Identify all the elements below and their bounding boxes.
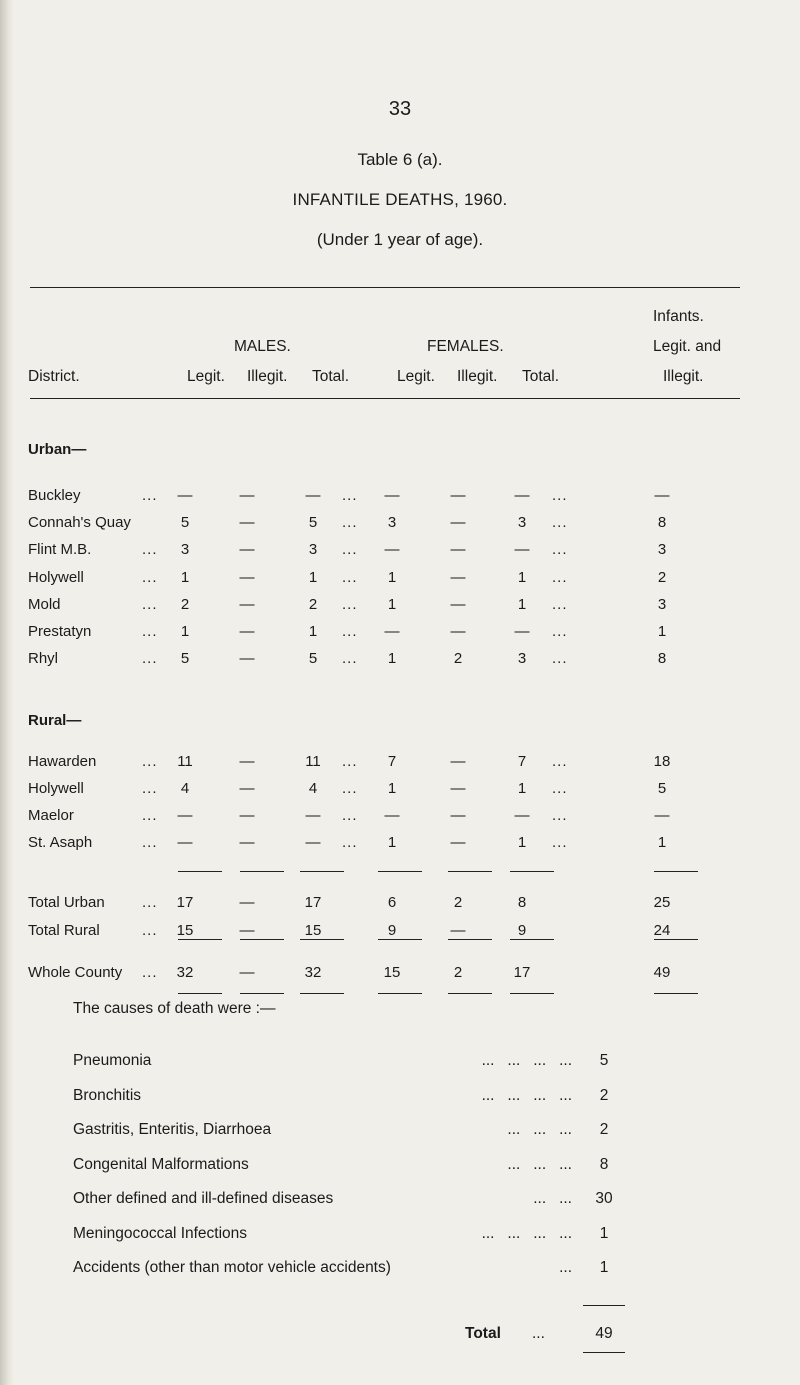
cell-f-legit: 1 (387, 595, 397, 613)
leader-dots: ... (142, 487, 158, 504)
cause-dots: ... (559, 1259, 572, 1276)
cell-infants: 24 (653, 922, 671, 939)
header-females: FEMALES. (427, 338, 504, 355)
district-name: Buckley (28, 487, 81, 504)
column-dots: ... (342, 541, 358, 559)
cell-infants: 25 (653, 894, 671, 911)
cell-m-total: 15 (304, 922, 322, 939)
cell-m-total: 11 (305, 753, 321, 770)
header-males-illegit: Illegit. (247, 368, 288, 385)
cell-f-illegit: 2 (453, 964, 463, 981)
cell-f-legit: 1 (387, 834, 397, 851)
column-dots: ... (552, 595, 568, 613)
column-dots: ... (342, 568, 358, 586)
cell-f-legit: — (384, 541, 400, 559)
column-dots: ... (342, 753, 358, 770)
column-dots: ... (552, 753, 568, 770)
cell-m-illegit: — (239, 650, 255, 668)
cell-f-total: 1 (517, 834, 527, 851)
cell-m-illegit: — (239, 541, 255, 559)
cell-infants: 8 (657, 650, 667, 668)
column-dots: ... (342, 595, 358, 613)
cell-m-illegit: — (239, 922, 255, 939)
rule-above-whole (654, 939, 698, 940)
cell-m-total: 2 (308, 595, 318, 613)
cell-m-total: — (305, 807, 321, 824)
cell-m-illegit: — (239, 514, 255, 532)
cell-m-illegit: — (239, 487, 255, 504)
column-dots: ... (552, 834, 568, 851)
causes-intro: The causes of death were :— (73, 1000, 276, 1017)
table-title: INFANTILE DEATHS, 1960. (292, 190, 508, 209)
district-name: Total Rural (28, 922, 100, 939)
cause-label: Bronchitis (73, 1086, 142, 1104)
cell-f-legit: 6 (387, 894, 397, 911)
cell-f-total: 3 (517, 650, 527, 668)
cell-m-total: — (305, 834, 321, 851)
rule-below-whole (510, 993, 554, 994)
cell-f-legit: 3 (387, 514, 397, 532)
cell-f-illegit: — (450, 541, 466, 559)
leader-dots: ... (142, 922, 158, 939)
district-name: Mold (28, 595, 61, 613)
cell-infants: 2 (657, 568, 667, 586)
cause-dots: ... ... ... ... (481, 1086, 572, 1104)
cell-m-total: 5 (308, 514, 318, 532)
leader-dots: ... (142, 780, 158, 797)
rule-below-whole (240, 993, 284, 994)
header-infants-line1: Infants. (653, 308, 704, 325)
cell-infants: — (654, 807, 670, 824)
cell-m-illegit: — (239, 753, 255, 770)
cause-value: 1 (599, 1224, 609, 1242)
cell-m-total: 3 (308, 541, 318, 559)
column-dots: ... (552, 487, 568, 504)
cell-f-legit: — (384, 623, 400, 640)
rule-below-whole (448, 993, 492, 994)
cell-infants: 8 (657, 514, 667, 532)
cell-m-illegit: — (239, 964, 255, 981)
leader-dots: ... (142, 568, 158, 586)
cause-dots: ... ... ... ... (481, 1224, 572, 1242)
table-label: Table 6 (a). (357, 150, 443, 169)
cell-m-illegit: — (239, 894, 255, 911)
header-infants-line2: Legit. and (653, 338, 722, 355)
causes-total-label: Total (465, 1325, 501, 1342)
cell-m-total: 5 (308, 650, 318, 668)
cell-f-total: — (514, 487, 530, 504)
district-name: Rhyl (28, 650, 59, 668)
cell-f-illegit: — (450, 922, 466, 939)
district-name: Hawarden (28, 753, 97, 770)
cell-f-total: 1 (517, 568, 527, 586)
district-name: Total Urban (28, 894, 105, 911)
cell-f-illegit: — (450, 780, 466, 797)
causes-total-value: 49 (595, 1325, 613, 1342)
column-dots: ... (552, 541, 568, 559)
rule-above-totals (654, 871, 698, 872)
cell-infants: 49 (653, 964, 671, 981)
cell-m-total: 32 (304, 964, 322, 981)
cell-m-legit: 1 (180, 568, 190, 586)
rule-above-whole (240, 939, 284, 940)
header-males-total: Total. (312, 368, 350, 385)
cell-f-illegit: — (450, 753, 466, 770)
cell-m-legit: — (177, 807, 193, 824)
header-males: MALES. (234, 338, 291, 355)
cell-m-illegit: — (239, 780, 255, 797)
cell-infants: 1 (657, 834, 667, 851)
column-dots: ... (552, 807, 568, 824)
cell-m-legit: — (177, 834, 193, 851)
rule-above-whole (510, 939, 554, 940)
district-name: Holywell (28, 568, 84, 586)
cell-f-total: 1 (517, 595, 527, 613)
leader-dots: ... (142, 807, 158, 824)
cell-m-legit: 15 (176, 922, 194, 939)
cell-m-legit: 4 (180, 780, 190, 797)
cause-label: Accidents (other than motor vehicle accidents) (73, 1259, 391, 1276)
causes-total-rule-top (583, 1305, 625, 1306)
table-subtitle: (Under 1 year of age). (316, 230, 484, 249)
cell-f-legit: 9 (387, 922, 397, 939)
cell-m-legit: — (177, 487, 193, 504)
cell-f-legit: 7 (387, 753, 397, 770)
cell-f-illegit: — (450, 807, 466, 824)
cell-f-total: — (514, 623, 530, 640)
column-dots: ... (552, 623, 568, 640)
column-dots: ... (552, 568, 568, 586)
column-dots: ... (342, 650, 358, 668)
header-district: District. (28, 368, 80, 385)
header-top-rule (30, 287, 740, 288)
rule-below-whole (654, 993, 698, 994)
column-dots: ... (342, 807, 358, 824)
rule-above-whole (300, 939, 344, 940)
section-rural-label: Rural— (28, 712, 82, 729)
causes-total-dots: ... (532, 1325, 545, 1342)
cell-m-legit: 3 (180, 541, 190, 559)
cell-infants: 5 (657, 780, 667, 797)
cell-m-legit: 1 (180, 623, 190, 640)
header-males-legit: Legit. (187, 368, 225, 385)
section-urban-label: Urban— (28, 441, 87, 458)
column-dots: ... (552, 780, 568, 797)
cell-m-illegit: — (239, 595, 255, 613)
cell-m-total: 1 (308, 623, 318, 640)
cause-label: Gastritis, Enteritis, Diarrhoea (73, 1121, 272, 1138)
rule-above-totals (178, 871, 222, 872)
rule-above-totals (448, 871, 492, 872)
cause-value: 2 (599, 1086, 609, 1104)
cell-f-total: 3 (517, 514, 527, 532)
header-bottom-rule (30, 398, 740, 399)
cell-m-legit: 11 (177, 753, 193, 770)
rule-above-whole (378, 939, 422, 940)
cell-infants: 3 (657, 541, 667, 559)
cell-f-total: — (514, 541, 530, 559)
cell-infants: 18 (653, 753, 671, 770)
cell-f-total: — (514, 807, 530, 824)
cell-m-illegit: — (239, 834, 255, 851)
cell-m-legit: 17 (176, 894, 194, 911)
rule-below-whole (378, 993, 422, 994)
cause-label: Meningococcal Infections (73, 1224, 248, 1242)
cause-value: 8 (599, 1155, 609, 1173)
leader-dots: ... (142, 650, 158, 668)
leader-dots: ... (142, 834, 158, 851)
leader-dots: ... (142, 541, 158, 559)
column-dots: ... (342, 487, 358, 504)
column-dots: ... (342, 834, 358, 851)
causes-total-rule-bottom (583, 1352, 625, 1353)
page-number: 33 (388, 98, 412, 120)
header-females-illegit: Illegit. (457, 368, 498, 385)
cell-m-total: 17 (304, 894, 322, 911)
cell-f-illegit: — (450, 487, 466, 504)
cause-value: 2 (599, 1121, 609, 1138)
leader-dots: ... (142, 753, 158, 770)
rule-below-whole (300, 993, 344, 994)
cell-m-legit: 5 (180, 514, 190, 532)
leader-dots: ... (142, 894, 158, 911)
leader-dots: ... (142, 623, 158, 640)
cause-label: Other defined and ill-defined diseases (73, 1190, 334, 1207)
district-name: Maelor (28, 807, 74, 824)
cell-m-legit: 2 (180, 595, 190, 613)
cell-f-illegit: — (450, 514, 466, 532)
cell-f-illegit: — (450, 595, 466, 613)
rule-above-totals (300, 871, 344, 872)
cell-f-total: 9 (517, 922, 527, 939)
rule-above-whole (178, 939, 222, 940)
district-name: Prestatyn (28, 623, 92, 640)
cell-f-total: 7 (517, 753, 527, 770)
column-dots: ... (552, 514, 568, 532)
cell-m-total: 4 (308, 780, 318, 797)
cause-label: Congenital Malformations (73, 1155, 249, 1173)
cell-infants: 1 (657, 623, 667, 640)
leader-dots: ... (142, 964, 158, 981)
column-dots: ... (342, 514, 358, 532)
cause-value: 30 (595, 1190, 613, 1207)
cell-f-total: 1 (517, 780, 527, 797)
cell-f-total: 17 (513, 964, 531, 981)
cause-value: 1 (599, 1259, 609, 1276)
header-infants-line3: Illegit. (663, 368, 704, 385)
cell-f-total: 8 (517, 894, 527, 911)
rule-above-totals (378, 871, 422, 872)
cell-m-total: — (305, 487, 321, 504)
column-dots: ... (552, 650, 568, 668)
cause-dots: ... ... ... (507, 1121, 572, 1138)
cause-dots: ... ... ... (507, 1155, 572, 1173)
cause-dots: ... ... (533, 1190, 572, 1207)
column-dots: ... (342, 780, 358, 797)
cell-m-legit: 32 (176, 964, 194, 981)
cell-m-illegit: — (239, 568, 255, 586)
cell-m-illegit: — (239, 623, 255, 640)
cell-infants: — (654, 487, 670, 504)
cell-f-illegit: 2 (453, 894, 463, 911)
column-dots: ... (342, 623, 358, 640)
cause-label: Pneumonia (73, 1052, 152, 1069)
district-name: Connah's Quay (28, 514, 131, 532)
cell-f-illegit: — (450, 568, 466, 586)
header-females-total: Total. (522, 368, 560, 385)
cell-f-legit: 1 (387, 568, 397, 586)
cell-m-total: 1 (308, 568, 318, 586)
district-name: St. Asaph (28, 834, 93, 851)
rule-above-totals (240, 871, 284, 872)
cell-infants: 3 (657, 595, 667, 613)
cell-m-legit: 5 (180, 650, 190, 668)
district-name: Whole County (28, 964, 123, 981)
cell-f-legit: — (384, 487, 400, 504)
rule-above-totals (510, 871, 554, 872)
cell-f-legit: 15 (383, 964, 401, 981)
cell-f-illegit: — (450, 623, 466, 640)
cell-f-illegit: — (450, 834, 466, 851)
cell-f-illegit: 2 (453, 650, 463, 668)
cell-f-legit: 1 (387, 650, 397, 668)
rule-above-whole (448, 939, 492, 940)
district-name: Flint M.B. (28, 541, 92, 559)
header-females-legit: Legit. (397, 368, 435, 385)
district-name: Holywell (28, 780, 84, 797)
leader-dots: ... (142, 595, 158, 613)
cell-f-legit: 1 (387, 780, 397, 797)
cell-m-illegit: — (239, 807, 255, 824)
cell-f-legit: — (384, 807, 400, 824)
cause-dots: ... ... ... ... (481, 1052, 572, 1069)
rule-below-whole (178, 993, 222, 994)
cause-value: 5 (599, 1052, 609, 1069)
